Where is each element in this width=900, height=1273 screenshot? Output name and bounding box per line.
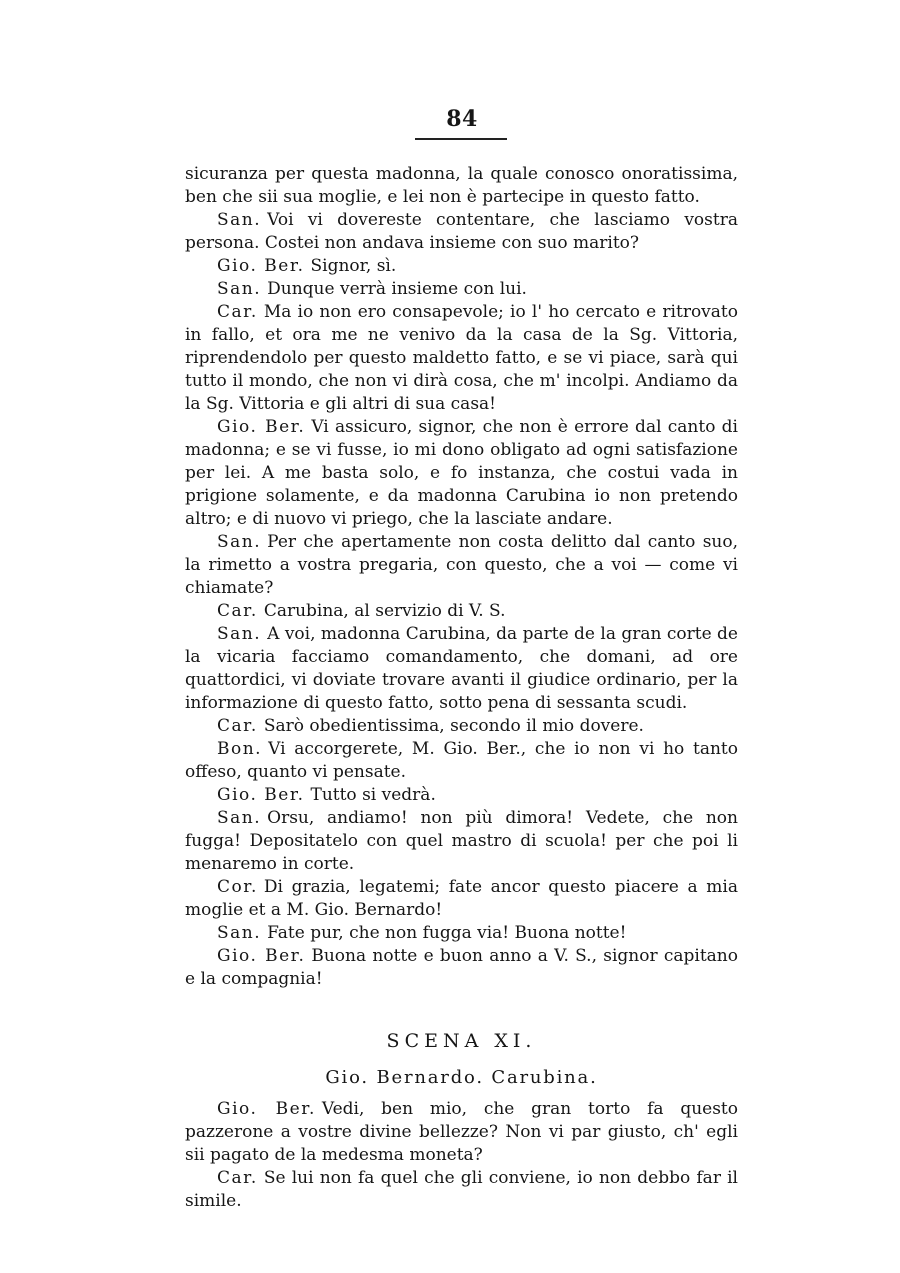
speaker-name: San. (217, 808, 262, 828)
dialogue-line (185, 715, 738, 738)
speaker-name: Cor. (217, 877, 258, 897)
speaker-name: Gio. Ber. (217, 417, 306, 437)
dialogue-line (185, 876, 738, 922)
speaker-name: San. (217, 279, 262, 299)
dialogue-text: Di grazia, legatemi; fate ancor questo piacere a mia moglie et a M. Gio. Bernardo! (185, 877, 738, 920)
dialogue-text: Vi assicuro, signor, che non è errore dal canto di madonna; e se vi fusse, io mi dono obligato ad ogni satisfazione per lei. A me basta solo, e fo instanza, che costui vada in prigione solamente, e da madonna Carubina io non pretendo altro; e di nuovo vi priego, che la lasciate andare. (185, 417, 738, 529)
dialogue-text: Voi vi dovereste contentare, che lasciamo vostra persona. Costei non andava insieme con suo marito? (185, 210, 738, 253)
dialogue-line (185, 1167, 738, 1213)
speaker-name: San. (217, 210, 262, 230)
speaker-name: Car. (217, 1168, 258, 1188)
continued-paragraph (185, 163, 738, 209)
speaker-name: Car. (217, 716, 258, 736)
speaker-name: Car. (217, 302, 258, 322)
speaker-name: Gio. Ber. (217, 785, 305, 805)
dialogue-text: Se lui non fa quel che gli conviene, io non debbo far il simile. (185, 1168, 738, 1211)
speaker-name: Car. (217, 601, 258, 621)
speaker-name: Gio. Ber. (217, 946, 306, 966)
scene-characters: Gio. Bernardo. Carubina. (325, 1067, 598, 1088)
speaker-name: San. (217, 923, 262, 943)
speaker-name: San. (217, 624, 262, 644)
dialogue-line (185, 807, 738, 876)
dialogue-line (185, 945, 738, 991)
dialogue-line (185, 301, 738, 416)
dialogue-line (185, 600, 738, 623)
speaker-name: Bon. (217, 739, 263, 759)
dialogue-text: Per che apertamente non costa delitto dal canto suo, la rimetto a vostra pregaria, con questo, che a voi — come vi chiamate? (185, 532, 738, 598)
dialogue-line (185, 922, 738, 945)
dialogue-line (185, 209, 738, 255)
speaker-name: Gio. Ber. (217, 1099, 316, 1119)
dialogue-line (185, 738, 738, 784)
dialogue-text: Buona notte e buon anno a V. S., signor capitano e la compagnia! (185, 946, 738, 989)
scene-dialogue-section (185, 1098, 738, 1213)
dialogue-line (185, 416, 738, 531)
dialogue-text: Orsu, andiamo! non più dimora! Vedete, che non fugga! Depositatelo con quel mastro di scuola! per che poi li menaremo in corte. (185, 808, 738, 874)
dialogue-text: sicuranza per questa madonna, la quale conosco onoratissima, ben che sii sua moglie, e lei non è partecipe in questo fatto. (185, 164, 738, 207)
header-rule (415, 138, 507, 140)
dialogue-text: Tutto si vedrà. (310, 785, 436, 805)
dialogue-text: Ma io non ero consapevole; io l' ho cercato e ritrovato in fallo, et ora me ne venivo da la casa de la Sg. Vittoria, riprendendolo per questo maldetto fatto, e se vi piace, sarà qui tutto il mondo, che non vi dirà cosa, che m' incolpi. Andiamo da la Sg. Vittoria e gli altri di sua casa! (185, 302, 738, 414)
page-number: 84 (446, 106, 478, 132)
scene-title: SCENA XI. (386, 1030, 537, 1052)
dialogue-line (185, 531, 738, 600)
dialogue-line (185, 784, 738, 807)
dialogue-section (185, 163, 738, 991)
dialogue-text: Vi accorgerete, M. Gio. Ber., che io non vi ho tanto offeso, quanto vi pensate. (185, 739, 738, 782)
dialogue-text: Fate pur, che non fugga via! Buona notte! (267, 923, 627, 943)
dialogue-line (185, 623, 738, 715)
dialogue-text: Sarò obedientissima, secondo il mio dovere. (263, 716, 644, 736)
dialogue-line (185, 278, 738, 301)
page-body (185, 163, 738, 1213)
dialogue-line (185, 255, 738, 278)
dialogue-text: Carubina, al servizio di V. S. (263, 601, 506, 621)
dialogue-text: Vedi, ben mio, che gran torto fa questo pazzerone a vostre divine bellezze? Non vi par giusto, ch' egli sii pagato de la medesma moneta? (185, 1099, 739, 1165)
dialogue-text: Signor, sì. (310, 256, 397, 276)
dialogue-line (185, 1098, 738, 1167)
speaker-name: San. (217, 532, 262, 552)
dialogue-text: Dunque verrà insieme con lui. (267, 279, 527, 299)
dialogue-text: A voi, madonna Carubina, da parte de la gran corte de la vicaria facciamo comandamento, che domani, ad ore quattordici, vi doviate trovare avanti il giudice ordinario, per la informazione di questo fatto, sotto pena di sessanta scudi. (185, 624, 738, 713)
speaker-name: Gio. Ber. (217, 256, 305, 276)
